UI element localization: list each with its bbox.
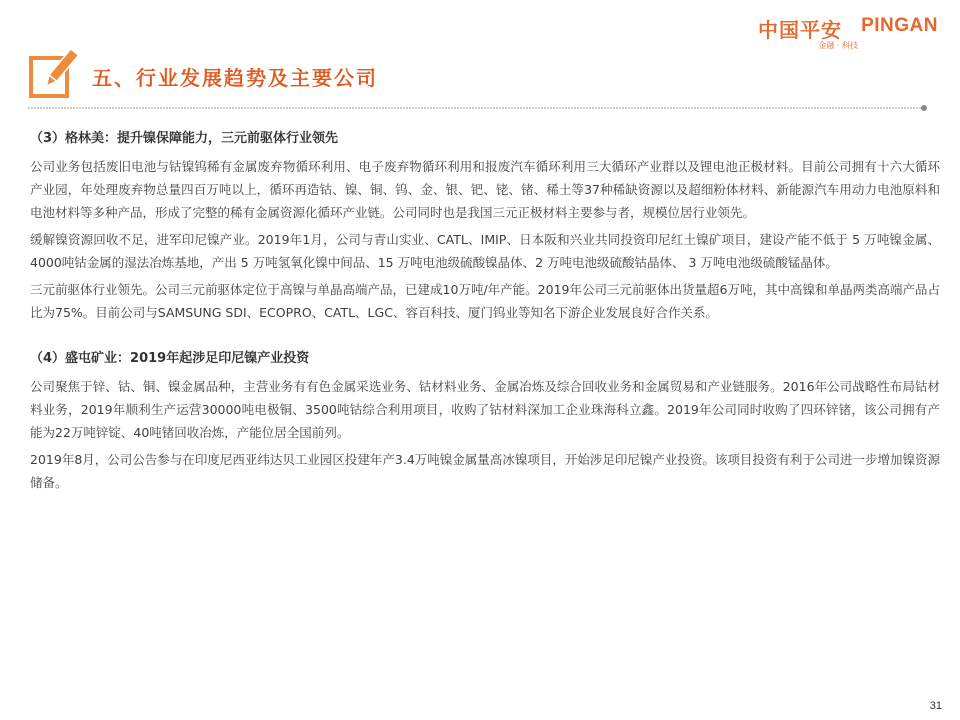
block-paragraph: 缓解镍资源回收不足，进军印尼镍产业。2019年1月，公司与青山实业、CATL、IMIP、日本阪和兴业共同投资印尼红土镍矿项目，建设产能不低于 5 万吨镍金属、 4000吨钴金属的湿法冶炼基地，产出 5 万吨氢氧化镍中间品、15 万吨电池级硫酸镍晶体、2 万吨电池级硫酸钴晶体、 3 万吨电池级硫酸锰晶体。: [30, 232, 940, 270]
block-heading: （4）盛屯矿业：2019年起涉足印尼镍产业投资: [30, 351, 310, 366]
section-title: 五、行业发展趋势及主要公司: [92, 66, 378, 90]
block-paragraph: 公司业务包括废旧电池与钴镍钨稀有金属废弃物循环利用、电子废弃物循环利用和报废汽车循环利用三大循环产业群以及锂电池正极材料。目前公司拥有十六大循环产业园，年处理废弃物总量四百万吨以上，循环再造钴、镍、铜、钨、金、银、钯、铑、锗、稀土等37种稀缺资源以及超细粉体材料、新能源汽车用动力电池原料和电池材料等多种产品，形成了完整的稀有金属资源化循环产业链。公司同时也是我国三元正极材料主要参与者，规模位居行业领先。: [30, 159, 940, 220]
pingan-logo: [728, 14, 938, 54]
logo-english-text: PINGAN: [861, 15, 938, 36]
main-content: [30, 128, 940, 498]
block-heading: （3）格林美：提升镍保障能力，三元前驱体行业领先: [30, 131, 339, 146]
company-block-greenmei: [30, 128, 940, 324]
company-block-shengtun: [30, 348, 940, 494]
block-paragraph: 三元前驱体行业领先。公司三元前驱体定位于高镍与单晶高端产品，已建成10万吨/年产能。2019年公司三元前驱体出货量超6万吨，其中高镍和单晶两类高端产品占比为75%。目前公司与SAMSUNG SDI、ECOPRO、CATL、LGC、容百科技、厦门钨业等知名下游企业发展良好合作关系。: [30, 282, 940, 320]
block-paragraph: 2019年8月，公司公告参与在印度尼西亚纬达贝工业园区投建年产3.4万吨镍金属量高冰镍项目，开始涉足印尼镍产业投资。该项目投资有利于公司进一步增加镍资源储备。: [30, 452, 940, 490]
block-spacer: [30, 328, 940, 348]
block-paragraph: 公司聚焦于锌、钴、铜、镍金属品种，主营业务有有色金属采选业务、钴材料业务、金属冶炼及综合回收业务和金属贸易和产业链服务。2016年公司战略性布局钴材料业务，2019年顺利生产运营30000吨电极铜、3500吨钴综合利用项目，收购了钴材料深加工企业珠海科立鑫。2019年公司同时收购了四环锌锗，该公司拥有产能为22万吨锌锭、40吨锗回收冶炼，产能位居全国前列。: [30, 379, 940, 440]
logo-tagline: 金融 · 科技: [818, 41, 858, 50]
pencil-box-icon: [28, 50, 78, 100]
title-divider: [28, 105, 928, 111]
page-number: 31: [929, 700, 942, 712]
logo-chinese-text: 中国平安: [758, 18, 842, 42]
